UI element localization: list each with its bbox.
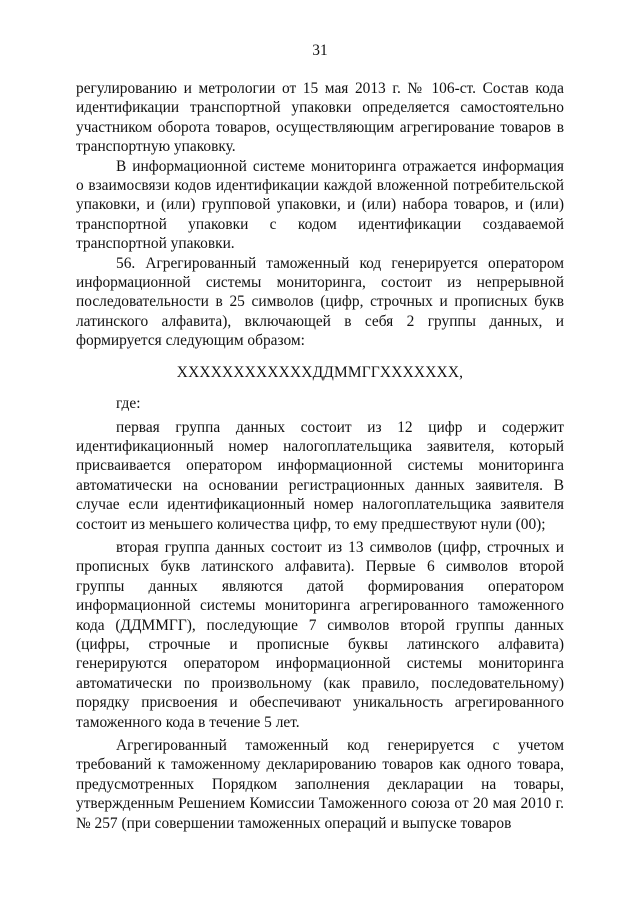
paragraph-56: 56. Агрегированный таможенный код генерируется оператором информационной системы мониторинга, состоит из непрерывной последовательности в 25 символов (цифр, строчных и прописных букв латинского алфавита), включающей в себя 2 группы данных, и формируется следующим образом: bbox=[76, 254, 564, 350]
code-format-formula: ХХХХХХХХХХХХДДММГГХХХХХХХ, bbox=[176, 363, 464, 381]
paragraph-monitoring-info: В информационной системе мониторинга отражается информация о взаимосвязи кодов идентификации каждой вложенной потребительской упаковки, и (или) групповой упаковки, и (или) набора товаров, и (или) транспортной упаковки с кодом идентификации создаваемой транспортной упаковки. bbox=[76, 157, 564, 253]
paragraph-first-group: первая группа данных состоит из 12 цифр и содержит идентификационный номер налогоплательщика заявителя, который присваивается оператором информационной системы мониторинга автоматически на основании регистрационных данных заявителя. В случае если идентификационный номер налогоплательщика заявителя состоит из меньшего количества цифр, то ему предшествуют нули (00); bbox=[76, 418, 564, 533]
where-label: где: bbox=[116, 395, 141, 413]
page-number: 31 bbox=[312, 42, 328, 59]
paragraph-continuation: регулированию и метрологии от 15 мая 2013 г. № 106-ст. Состав кода идентификации транспортной упаковки определяется самостоятельно участником оборота товаров, осуществляющим агрегирование товаров в транспортную упаковку. bbox=[76, 80, 564, 156]
document-body bbox=[76, 79, 564, 833]
paragraph-second-group: вторая группа данных состоит из 13 символов (цифр, строчных и прописных букв латинского алфавита). Первые 6 символов второй группы данных являются датой формирования оператором информационной системы мониторинга агрегированного таможенного кода (ДДММГГ), последующие 7 символов второй группы данных (цифры, строчные и прописные буквы латинского алфавита) генерируются оператором информационной системы мониторинга автоматически по произвольному (как правило, последовательному) порядку присвоения и обеспечивают уникальность агрегированного таможенного кода в течение 5 лет. bbox=[76, 538, 564, 731]
paragraph-customs-requirements: Агрегированный таможенный код генерируется с учетом требований к таможенному декларированию товаров как одного товара, предусмотренных Порядком заполнения декларации на товары, утвержденным Решением Комиссии Таможенного союза от 20 мая 2010 г. № 257 (при совершении таможенных операций и выпуске товаров bbox=[76, 737, 564, 832]
